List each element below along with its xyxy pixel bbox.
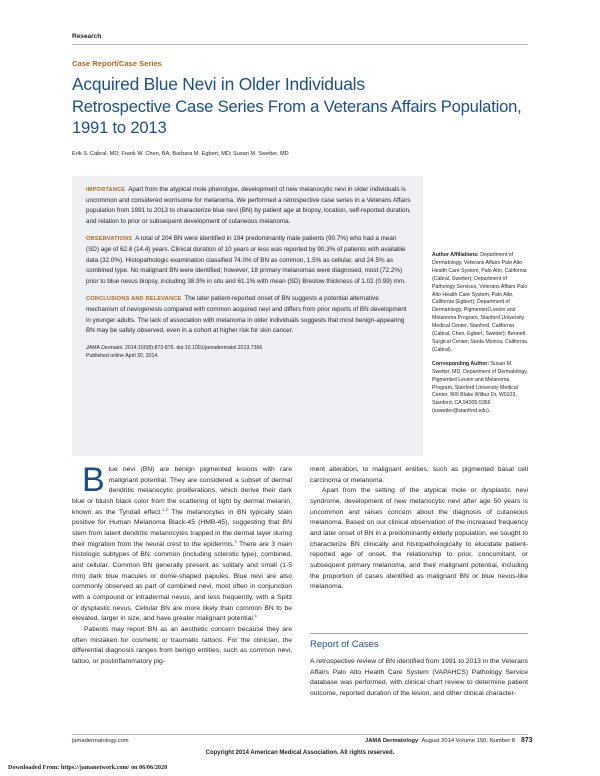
importance-text: Apart from the atypical mole phenotype, development of new melanocytic nevi in older individuals is uncommon and considered worrisome for melanoma. We performed a retrospective case series in a Veterans Affairs population from 1991 to 2013 to characterize blue nevi (BN) by patient age at biopsy, location, self-reported duration, and relation to prior or subsequent development of cutaneous melanoma. [86,186,411,225]
body-column-left [72,461,292,667]
reference-marker: 1 [254,612,257,618]
paragraph-text: The melanocytes in BN typically stain positive for Human Melanoma Black-45 (HMB-45), suggesting that BN stem from latent dendritic melanocytes trapped in the dermal layer during their migration from the neural crest to the epidermis. [72,508,292,548]
abstract-conclusions [86,294,411,336]
citation-details: 2014;150(8):873-876. doi:10.1001/jamadermatol.2013.7366 [125,344,263,351]
page-number: 873 [521,737,533,744]
paragraph-text: There are 3 main histologic subtypes of BN: common (including sclerotic type), combined, and cellular. Common BN generally present as solitary and small (1-5 mm) dark blue macules or dome-shaped papules. Blue nevi are also commonly observed as part of combined nevi, most often in conjunction with a compound or intradermal nevus, and less frequently, with a Spitz or dysplastic nevus. Cellular BN are more likely than common BN to be elevated, larger in size, and have greater malignant potential. [72,540,292,623]
reference-marker: 3 [234,538,237,544]
section-heading: Report of Cases [310,639,379,650]
body-paragraph-1 [72,461,292,625]
article-subtitle-line-2: 1991 to 2013 [72,118,167,137]
reference-marker: 1,2 [162,506,168,512]
published-online: Published online April 30, 2014. [86,353,159,360]
report-paragraph: A retrospective review of BN identified from 1991 to 2013 in the Veterans Affairs Palo Alto Health Care System (VAPAHCS) Pathology Service database was performed, with clinical chart review to determine patient outcome, reported duration of the lesion, and other clinical character- [310,658,528,697]
body-paragraph-4: Apart from the setting of the atypical mole or dysplastic nevi syndrome, development of new melanocytic nevi after age 50 years is uncommon and raises concern about the diagnosis of cutaneous melanoma. Based on our clinical observation of the increased frequency and later onset of BN in a predominantly elderly population, we sought to characterize BN clinically and histopathologically to elucidate patient-reported age of onset, the relationship to prior, concomitant, or subsequent primary melanoma, and their malignant potential, including the proportion of cases identified as malignant BN or blue nevus-like melanoma. [310,487,528,591]
corresponding-text: Susan M. Swetter, MD, Department of Dermatology, Pigmented Lesion and Melanoma Program, Stanford University Medical Center, 900 Blake Wilbur Dr, W0103, Stanford, CA 94305-5356 (sswetter@stanford.edu). [432,360,528,415]
article-subtitle-line-1: Retrospective Case Series From a Veterans Affairs Population, [72,97,522,116]
footer-journal-name: JAMA Dermatology [365,738,419,744]
copyright-notice: Copyright 2014 American Medical Association. All rights reserved. [205,750,395,756]
conclusions-label: CONCLUSIONS AND RELEVANCE [86,296,182,303]
footer-divider [72,734,528,735]
conclusions-text: The later patient-reported onset of BN suggests a potential alternative mechanism of nevogenesis compared with common acquired nevi and differs from prior reports of BN development in younger adults. The lack of association with melanoma in older individuals suggests that most benign-appearing BN may be safely observed, even in a cohort at higher risk for skin cancer. [86,295,407,335]
author-affiliations [432,252,530,355]
body-paragraph-3: ment alteration, to malignant entities, such as pigmented basal cell carcinoma or melanoma. [310,466,528,484]
section-label: Research [72,33,102,40]
abstract-observations [86,234,411,287]
body-column-right [310,465,528,593]
paragraph-text: lue nevi (BN) are benign pigmented lesions with rare malignant potential. They are considered a subset of dermal dendritic melanocytic proliferations, which derive their dark blue or bluish black color from the scattering of light by dermal melanin, known as the Tyndall effect. [72,466,292,516]
drop-cap: B [82,461,105,499]
download-notice: Downloaded From: https://jamanetwork.com/ on 06/06/2020 [8,764,168,771]
abstract-box [72,176,423,456]
footer-site-link[interactable]: jamadermatology.com [72,738,129,744]
citation-journal: JAMA Dermatol. [86,344,124,351]
author-info-sidebar [432,252,530,422]
article-title: Acquired Blue Nevi in Older Individuals [72,74,365,94]
observations-label: OBSERVATIONS [86,236,133,243]
citation [86,344,411,361]
footer-journal-info [365,738,515,744]
corresponding-label: Corresponding Author: [432,360,490,367]
abstract-importance [86,185,411,227]
affiliations-text: Department of Dermatology, Veterans Affairs Palo Alto Health Care System, Palo Alto, California (Cabral, Swetter); Department of Pathology Services, Veterans Affairs Palo Alto Health Care System, Palo Alto, California (Egbert); Department of Dermatology, Pigmented Lesion and Melanoma Program, Stanford University Medical Center, Stanford, California (Cabral, Chen, Egbert, Swetter); Bennett Surgical Center, Santa Monica, California (Cabral). [432,252,528,353]
corresponding-author [432,361,530,416]
affiliations-label: Author Affiliations: [432,252,479,258]
author-list: Erik S. Cabral, MD; Frank W. Chen, BA; Barbara M. Egbert, MD; Susan M. Swetter, MD [72,151,289,157]
body-paragraph-2: Patients may report BN as an aesthetic concern because they are often mistaken for cosmetic or traumatic tattoos. For the clinician, the differential diagnosis ranges from benign entities, such as common nevi, tattoo, or postinflammatory pig- [72,625,292,665]
article-type: Case Report/Case Series [72,59,162,68]
footer-issue: August 2014 Volume 150, Number 8 [421,738,515,744]
section-divider [310,633,528,634]
importance-label: IMPORTANCE [86,187,126,193]
observations-text: A total of 204 BN were identified in 194 predominantly male patients (90.7%) who had a mean (SD) age of 62.8 (14.4) years. Clinical duration of 10 years or less was reported by 90.3% of patients with available data (32.0%). Histopathologic examination classified 74.0% of BN as common, 1.5% as cellular, and 24.5% as combined type. No malignant BN were identified; however, 18 primary melanomas were diagnosed, most (72.2%) prior to blue nevus biopsy, including 38.9% in situ and 61.1% with mean (SD) Breslow thickness of 1.02 (0.99) mm. [86,235,406,285]
header-divider [72,44,528,45]
